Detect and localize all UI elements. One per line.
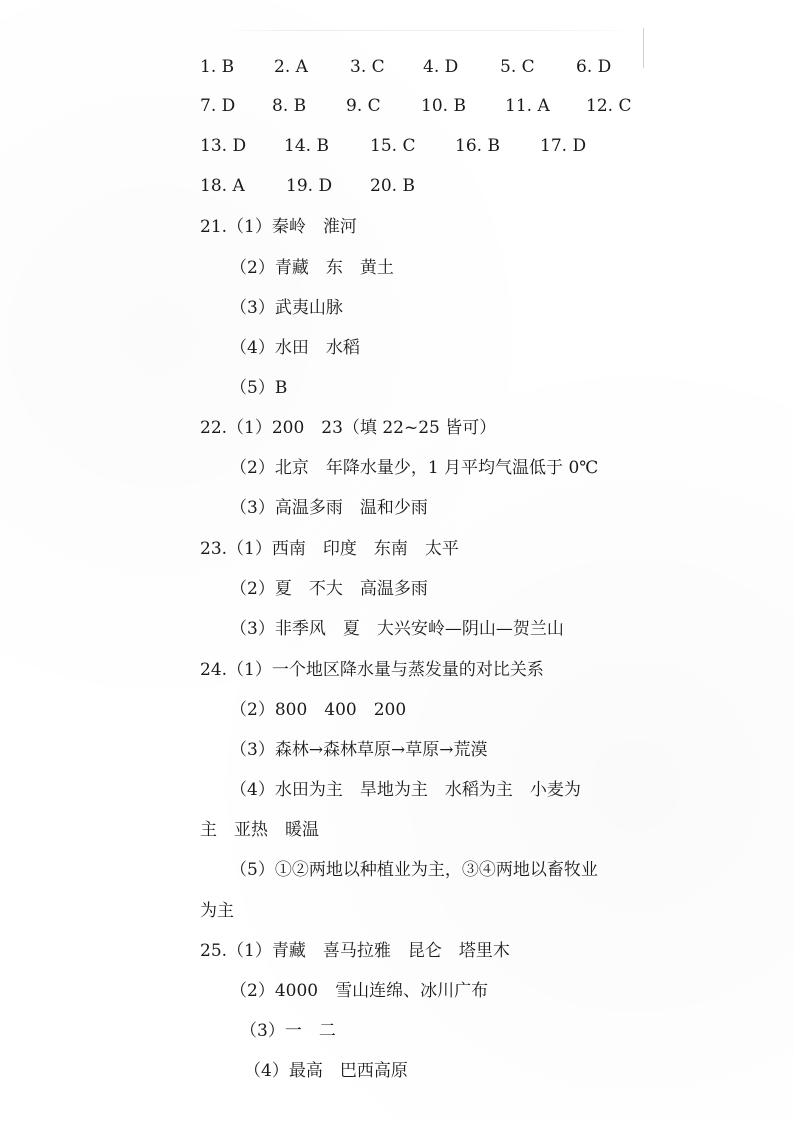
answer-line: （3）武夷山脉 xyxy=(230,298,343,318)
answer-line: （2）800 400 200 xyxy=(230,700,407,720)
mc-answer: 9. C xyxy=(346,96,381,116)
answer-line: （2）4000 雪山连绵、冰川广布 xyxy=(230,981,489,1001)
answer-line: （5）B xyxy=(230,378,288,398)
answer-line: （3）高温多雨 温和少雨 xyxy=(230,498,428,518)
answer-line: 21.（1）秦岭 淮河 xyxy=(200,217,357,237)
answer-line: 23.（1）西南 印度 东南 太平 xyxy=(200,539,459,559)
mc-answer: 7. D xyxy=(200,96,236,116)
mc-answer: 15. C xyxy=(370,136,416,156)
answer-line: （3）森林→森林草原→草原→荒漠 xyxy=(230,740,488,760)
mc-answer: 2. A xyxy=(274,57,308,77)
mc-answer: 16. B xyxy=(455,136,500,156)
mc-answer: 20. B xyxy=(370,176,415,196)
mc-answer: 6. D xyxy=(576,57,612,77)
scan-margin-mark xyxy=(643,28,644,68)
answer-line: （3）非季风 夏 大兴安岭—阴山—贺兰山 xyxy=(230,619,564,639)
answer-line: （4）水田为主 旱地为主 水稻为主 小麦为 xyxy=(230,780,581,800)
mc-answer: 12. C xyxy=(586,96,632,116)
answer-line: 25.（1）青藏 喜马拉雅 昆仑 塔里木 xyxy=(200,941,510,961)
answer-line: （2）青藏 东 黄土 xyxy=(230,258,394,278)
mc-answer: 1. B xyxy=(200,57,235,77)
mc-answer: 3. C xyxy=(350,57,385,77)
answer-line: 主 亚热 暖温 xyxy=(200,820,319,840)
mc-answer: 4. D xyxy=(423,57,459,77)
answer-line: （5）①②两地以种植业为主，③④两地以畜牧业 xyxy=(230,860,598,880)
answer-line: （4）最高 巴西高原 xyxy=(244,1061,408,1081)
mc-answer: 17. D xyxy=(540,136,587,156)
answer-line: 为主 xyxy=(200,901,234,921)
mc-answer: 19. D xyxy=(286,176,333,196)
mc-answer: 14. B xyxy=(284,136,329,156)
mc-answer: 13. D xyxy=(200,136,247,156)
answer-line: （2）北京 年降水量少，1 月平均气温低于 0℃ xyxy=(230,458,599,478)
answer-line: （4）水田 水稻 xyxy=(230,338,360,358)
mc-answer: 8. B xyxy=(272,96,307,116)
mc-answer: 18. A xyxy=(200,176,245,196)
answer-line: （2）夏 不大 高温多雨 xyxy=(230,579,428,599)
answer-line: （3）一 二 xyxy=(240,1021,336,1041)
mc-answer: 10. B xyxy=(421,96,466,116)
answer-line: 24.（1）一个地区降水量与蒸发量的对比关系 xyxy=(200,660,544,680)
scan-top-edge xyxy=(220,30,640,31)
mc-answer: 5. C xyxy=(500,57,535,77)
mc-answer: 11. A xyxy=(505,96,550,116)
answer-line: 22.（1）200 23（填 22~25 皆可） xyxy=(200,418,497,438)
